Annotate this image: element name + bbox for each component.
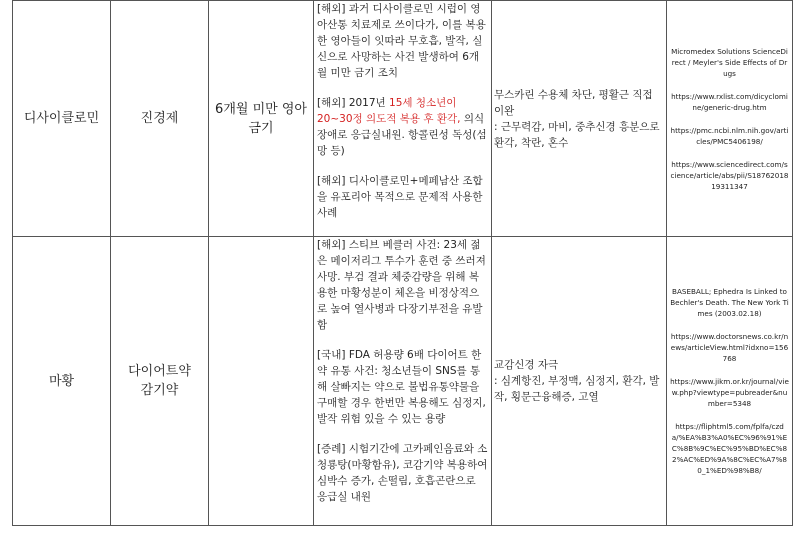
- case-text: [317, 95, 488, 159]
- reference-link[interactable]: https://fliphtml5.com/fplfa/czda/%EA%B3%A0%EC%96%91%EC%8B%9C%EC%95%BD%EC%82%AC%ED%9A%8C%EC%A7%80_1%ED%98%B8/: [671, 422, 788, 475]
- case-text: [해외] 스티브 베클러 사건: 23세 젊은 메이저리그 투수가 훈련 중 쓰러져 사망. 부검 결과 체중감량을 위해 복용한 마황성분이 체온을 비정상적으로 높여 열사병과 다장기부전을 유발함: [317, 239, 486, 331]
- efficacy-cell: [111, 237, 209, 526]
- case-text: [국내] FDA 허용량 6배 다이어트 한약 유통 사건: 청소년들이 SNS를 통해 살빠지는 약으로 불법유통약물을 구매할 경우 한번만 복용해도 심정지, 발작 위험 있을 수 있는 용량: [317, 349, 486, 425]
- reference-link[interactable]: https://www.rxlist.com/dicyclomine/generic-drug.htm: [671, 91, 788, 112]
- cases-cell: [314, 1, 492, 237]
- case-text: [증례] 시험기간에 고카페인음료와 소청룡탕(마황함유), 코감기약 복용하여 심박수 증가, 손떨림, 호흡곤란으로 응급실 내원: [317, 443, 488, 503]
- usage-cell: [209, 1, 314, 237]
- reference-item: Micromedex Solutions ScienceDirect / Meyler's Side Effects of Drugs: [671, 46, 788, 78]
- mechanism-cell: [492, 1, 667, 237]
- case-text: [해외] 디사이클로민+메페남산 조합을 유포리아 목적으로 문제적 사용한 사례: [317, 175, 483, 219]
- table-row: [13, 237, 793, 526]
- mechanism-text: 무스카린 수용체 차단, 평활근 직접 이완 : 근무력감, 마비, 중추신경 흥분으로 환각, 착란, 혼수: [494, 88, 660, 149]
- reference-item: BASEBALL; Ephedra Is Linked to Bechler's Death. The New York Times (2003.02.18): [670, 287, 789, 318]
- drug-case-table: [12, 0, 793, 526]
- table-row: [13, 1, 793, 237]
- efficacy-text: 진경제: [140, 111, 179, 126]
- ingredient-cell: [13, 1, 111, 237]
- ingredient-name: 마황: [48, 373, 75, 389]
- case-text-suffix: 의식장애로 응급실내원. 항콜린성 독성(섬망 등): [317, 113, 487, 157]
- references-cell: [667, 237, 793, 526]
- usage-cell: [209, 237, 314, 526]
- reference-link[interactable]: https://www.doctorsnews.co.kr/news/articleView.html?idxno=156768: [670, 332, 789, 363]
- efficacy-cell: [111, 1, 209, 237]
- ingredient-cell: [13, 237, 111, 526]
- reference-link[interactable]: https://pmc.ncbi.nlm.nih.gov/articles/PMC5406198/: [670, 125, 789, 146]
- reference-link[interactable]: https://www.jikm.or.kr/journal/view.php?viewtype=pubreader&number=5348: [670, 377, 789, 408]
- case-text-prefix: [해외] 2017년: [317, 97, 390, 109]
- case-highlight: 15세 청소년이 20~30정 의도적 복용 후 환각,: [317, 97, 461, 125]
- efficacy-text: 다이어트약 감기약: [128, 364, 191, 398]
- mechanism-cell: [492, 237, 667, 526]
- case-text: [해외] 과거 디사이클로민 시럽이 영아산통 치료제로 쓰이다가, 이를 복용한 영아들이 잇따라 무호흡, 발작, 실신으로 사망하는 사건 발생하여 6개월 미만 금기 조치: [317, 3, 486, 79]
- cases-cell: [314, 237, 492, 526]
- reference-link[interactable]: https://www.sciencedirect.com/science/article/abs/pii/S1876201819311347: [670, 159, 789, 191]
- references-cell: [667, 1, 793, 237]
- ingredient-name: 디사이클로민: [23, 111, 100, 126]
- mechanism-text: 교감신경 자극 : 심계항진, 부정맥, 심정지, 환각, 발작, 횡문근융해증, 고열: [494, 359, 660, 403]
- usage-text: 6개월 미만 영아 금기: [215, 101, 307, 136]
